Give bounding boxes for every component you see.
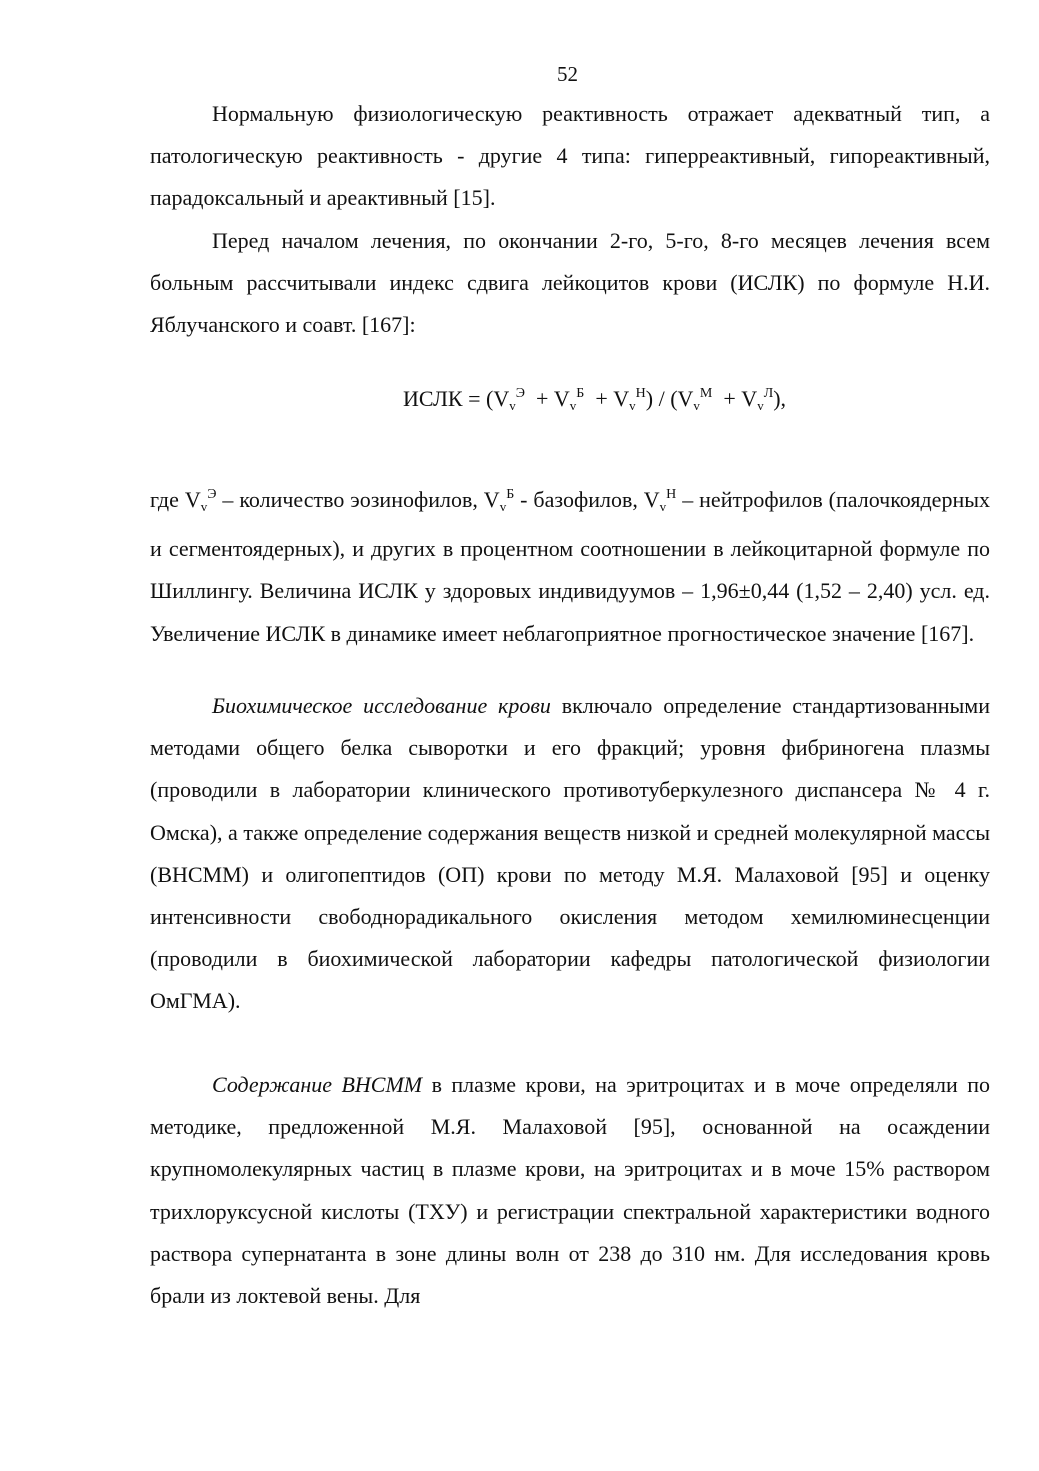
paragraph-vnsmm: Содержание ВНСММ в плазме крови, на эритроцитах и в моче определяли по методике, предложенной М.Я. Малаховой [95], основанной на осаждении крупномолекулярных частиц в плазме крови, на эритроцитах и в моче 15% раствором трихлоруксусной кислоты (ТХУ) и регистрации спектральной характеристики водного раствора супернатанта в зоне длины волн от 238 до 310 нм. Для исследования кровь брали из локтевой вены. Для: [150, 1072, 990, 1309]
paragraph-reactivity-types: Нормальную физиологическую реактивность отражает адекватный тип, а патологическую реактивность - другие 4 типа: гиперреактивный, гипореактивный, парадоксальный и ареактивный [15].: [150, 101, 990, 211]
paragraph-biochemistry: Биохимическое исследование крови включало определение стандартизованными методами общего белка сыворотки и его фракций; уровня фибриногена плазмы (проводили в лаборатории клинического противотуберкулезного диспансера № 4 г. Омска), а также определение содержания веществ низкой и средней молекулярной массы (ВНСММ) и олигопептидов (ОП) крови по методу М.Я. Малаховой [95] и оценку интенсивности свободнорадикального окисления методом хемилюминесценции (проводили в биохимической лаборатории кафедры патологической физиологии ОмГМА).: [150, 693, 990, 1014]
biochemistry-heading: Биохимическое исследование крови: [212, 693, 551, 718]
vnsmm-heading: Содержание ВНСММ: [212, 1072, 423, 1097]
paragraph-formula-legend: где $V_v^Э$ – количество эозинофилов, $V_v^Б$ - базофилов, $V_v^Н$ – нейтрофилов (палочкоядерных и сегментоядерных), и других в процентном соотношении в лейкоцитарной формуле по Шиллингу. Величина ИСЛК у здоровых индивидуумов – 1,96±0,44 (1,52 – 2,40) усл. ед. Увеличение ИСЛК в динамике имеет неблагоприятное прогностическое значение [167].: [150, 487, 990, 646]
paragraph-islk-intro: Перед началом лечения, по окончании 2-го, 5-го, 8-го месяцев лечения всем больным рассчитывали индекс сдвига лейкоцитов крови (ИСЛК) по формуле Н.И. Яблучанского и соавт. [167]:: [150, 228, 990, 338]
page-number: 52: [557, 62, 578, 86]
islk-formula: ИСЛК = $(V_v^Э + V_v^Б + V_v^Н) / (V_v^М + V_v^Л)$,: [402, 386, 787, 413]
